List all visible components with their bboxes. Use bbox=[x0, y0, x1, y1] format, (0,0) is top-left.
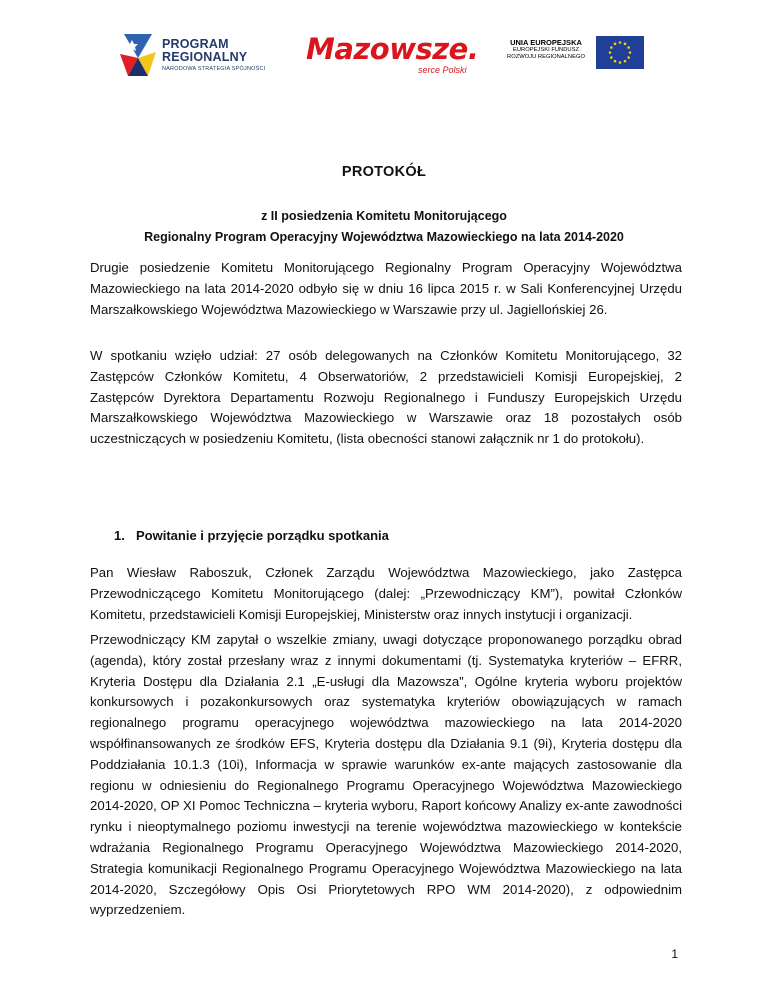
eu-logo-line3: ROZWOJU REGIONALNEGO bbox=[507, 54, 585, 60]
eu-star-icon bbox=[629, 51, 632, 54]
paragraph-meeting-info: Drugie posiedzenie Komitetu Monitorującego Regionalny Program Operacyjny Województwa Mazowieckiego na lata 2014-2020 odbyło się w dniu 16 lipca 2015 r. w Sali Konferencyjnej Urzędu Marszałkowskiego Województwa Mazowieckiego w Warszawie przy ul. Jagiellońskiej 26. bbox=[90, 260, 682, 317]
mazowsze-logo bbox=[306, 32, 479, 84]
mazowsze-tagline: serce Polski bbox=[418, 65, 467, 75]
eu-star-icon bbox=[624, 60, 627, 63]
program-emblem-icon bbox=[118, 30, 158, 78]
program-logo-line3: NARODOWA STRATEGIA SPÓJNOŚCI bbox=[162, 66, 266, 72]
eu-star-icon bbox=[619, 41, 622, 44]
eu-star-icon bbox=[624, 43, 627, 46]
program-regionalny-logo bbox=[118, 30, 288, 80]
document-title: PROTOKÓŁ bbox=[341, 164, 427, 180]
paragraph-welcome: Pan Wiesław Raboszuk, Członek Zarządu Województwa Mazowieckiego, jako Zastępca Przewodniczącego Komitetu Monitorującego (dalej: „Przewodniczący KM”), powitał Członków Komitetu, przedstawicieli Komisji Europejskiej, Ministerstw oraz innych instytucji i organizacji. bbox=[90, 565, 682, 622]
eu-logo bbox=[500, 36, 650, 76]
section-number: 1. bbox=[114, 528, 125, 543]
program-logo-line1: PROGRAM bbox=[162, 37, 229, 51]
eu-star-icon bbox=[627, 56, 630, 59]
page-number: 1 bbox=[671, 947, 678, 961]
paragraph-agenda: Przewodniczący KM zapytał o wszelkie zmiany, uwagi dotyczące proponowanego porządku obrad (agenda), który został przesłany wraz z innymi dokumentami (tj. Systematyka kryteriów – EFRR, Kryteria Dostępu dla Działania 2.1 „E-usługi dla Mazowsza”, Ogólne kryteria wyboru projektów konkursowych i pozakonkursowych oraz systematyka kryteriów obowiązujących w ramach regionalnego programu operacyjnego województwa mazowieckiego na lata 2014-2020 współfinansowanych ze środków EFS, Kryteria dostępu dla Działania 9.1 (9i), Kryteria dostępu dla Poddziałania 10.1.3 (10i), Informacja w sprawie warunków ex-ante mających zastosowanie dla regionu w odniesieniu do Regionalnego Programu Operacyjnego Województwa Mazowieckiego 2014-2020, OP XI Pomoc Techniczna – kryteria wyboru, Raport końcowy Analizy ex-ante zawodności rynku i nieoptymalnego poziomu inwestycji na terenie województwa mazowieckiego w kontekście wdrażania Regionalnego Programu Operacyjnego Województwa Mazowieckiego 2014-2020, Strategia komunikacji Regionalnego Programu Operacyjnego Województwa Mazowieckiego na lata 2014-2020, Szczegółowy Opis Osi Priorytetowych RPO WM 2014-2020), z odpowiednim wyprzedzeniem. bbox=[90, 632, 682, 918]
eu-star-icon bbox=[610, 46, 613, 49]
eu-star-icon bbox=[627, 46, 630, 49]
subtitle-line1: z II posiedzenia Komitetu Monitorującego bbox=[261, 209, 507, 223]
program-logo-line2: REGIONALNY bbox=[162, 50, 248, 64]
eu-star-icon bbox=[614, 43, 617, 46]
eu-logo-line2: EUROPEJSKI FUNDUSZ bbox=[512, 47, 580, 53]
eu-star-icon bbox=[610, 56, 613, 59]
section-heading bbox=[114, 528, 389, 543]
eu-star-icon bbox=[614, 60, 617, 63]
section-title: Powitanie i przyjęcie porządku spotkania bbox=[136, 528, 389, 543]
header-logos bbox=[0, 26, 768, 86]
eu-star-icon bbox=[619, 61, 622, 64]
paragraph-attendance: W spotkaniu wzięło udział: 27 osób delegowanych na Członków Komitetu Monitorującego, 32 Zastępców Członków Komitetu, 4 Obserwatoriów, 2 przedstawicieli Komisji Europejskiej, 2 Zastępców Dyrektora Departamentu Rozwoju Regionalnego i Funduszy Europejskich Urzędu Marszałkowskiego Województwa Mazowieckiego w Warszawie oraz 18 pozostałych osób uczestniczących w posiedzeniu Komitetu, (lista obecności stanowi załącznik nr 1 do protokołu). bbox=[90, 348, 682, 447]
mazowsze-wordmark: Mazowsze. bbox=[306, 32, 479, 66]
subtitle-line2: Regionalny Program Operacyjny Województwa Mazowieckiego na lata 2014-2020 bbox=[144, 230, 624, 244]
eu-logo-line1: UNIA EUROPEJSKA bbox=[510, 38, 582, 47]
eu-star-icon bbox=[609, 51, 612, 54]
eu-flag-icon bbox=[596, 36, 644, 69]
document-subtitle bbox=[0, 206, 768, 248]
